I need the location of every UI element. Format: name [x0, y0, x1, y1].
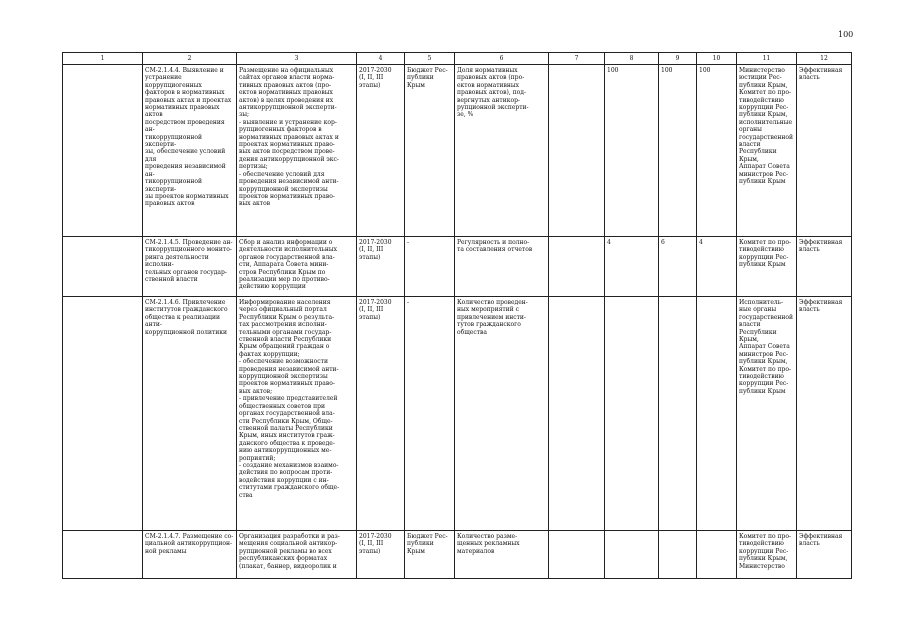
- table-cell: [605, 297, 659, 531]
- table-cell: 4: [605, 237, 659, 297]
- table-cell: 4: [697, 237, 737, 297]
- table-cell: [697, 297, 737, 531]
- table-cell: 2017-2030 (I, II, III этапы): [357, 531, 405, 579]
- table-cell: 100: [605, 65, 659, 237]
- table-cell: СМ-2.1.4.5. Проведение ан- тикоррупционного монито- ринга деятельности исполни- тельных органов государ- ственной власти: [143, 237, 237, 297]
- table-cell: [549, 65, 605, 237]
- table-header-row: [63, 53, 852, 65]
- column-header: 7: [549, 53, 605, 65]
- page-number: 100: [838, 30, 854, 39]
- table-cell: [63, 531, 143, 579]
- table-row: [63, 237, 852, 297]
- table-cell: Информирование населения через официальный портал Республики Крым о результа- тах рассмотрения исполни- тельными органами государ- ственной власти Республики Крым обращений граждан о фактах коррупции; - обеспечение возможности проведения независимой анти- коррупционной экспертизы проектов нормативных право- вых актов; - привлечение представителей общественных советов при органах государственной вла- сти Республики Крым, Обще- ственной палаты Республики Крым, иных институтов граж- данского общества к проведе- нию антикоррупционных ме- роприятий; - создание механизмов взаимо- действия по вопросам проти- водействия коррупции с ин- ститутами гражданского обще- ства: [237, 297, 357, 531]
- table-cell: Сбор и анализ информации о деятельности исполнительных органов государственной вла- сти, Аппарата Совета мини- стров Республики Крым по реализации мер по противо- действию коррупции: [237, 237, 357, 297]
- table-cell: Комитет по про- тиводействию коррупции Рес- публики Крым, Министерство: [737, 531, 797, 579]
- column-header: 3: [237, 53, 357, 65]
- table-cell: [63, 297, 143, 531]
- table-cell: [605, 531, 659, 579]
- table-cell: Бюджет Рес- публики Крым: [405, 531, 455, 579]
- column-header: 8: [605, 53, 659, 65]
- table-cell: Регулярность и полно- та составления отчетов: [455, 237, 549, 297]
- table-cell: Эффективная власть: [797, 531, 852, 579]
- column-header: 5: [405, 53, 455, 65]
- table-cell: Организация разработки и раз- мещения социальной антикор- рупционной рекламы во всех республиканских форматах (плакат, баннер, видеоролик и: [237, 531, 357, 579]
- table-cell: [659, 531, 697, 579]
- table-cell: Эффективная власть: [797, 297, 852, 531]
- table-cell: [63, 237, 143, 297]
- table-cell: Эффективная власть: [797, 237, 852, 297]
- column-header: 6: [455, 53, 549, 65]
- table-cell: СМ-2.1.4.7. Размещение со- циальной антикоррупцион- ной рекламы: [143, 531, 237, 579]
- table-cell: Комитет по про- тиводействию коррупции Рес- публики Крым: [737, 237, 797, 297]
- table-row: [63, 297, 852, 531]
- column-header: 10: [697, 53, 737, 65]
- table-cell: Бюджет Рес- публики Крым: [405, 65, 455, 237]
- column-header: 1: [63, 53, 143, 65]
- table-row: [63, 65, 852, 237]
- table-cell: 100: [697, 65, 737, 237]
- table-cell: -: [405, 237, 455, 297]
- table-cell: Доля нормативных правовых актов (про- ектов нормативных правовых актов), под- вергнутых антикор- рупционной эксперти- зе, %: [455, 65, 549, 237]
- table-cell: 2017-2030 (I, II, III этапы): [357, 65, 405, 237]
- table-cell: -: [405, 297, 455, 531]
- column-header: 4: [357, 53, 405, 65]
- table-cell: [549, 531, 605, 579]
- column-header: 12: [797, 53, 852, 65]
- table-cell: Исполнитель- ные органы государственной власти Республики Крым, Аппарат Совета министров Рес- публики Крым, Комитет по про- тиводействию коррупции Рес- публики Крым: [737, 297, 797, 531]
- table-cell: Министерство юстиции Рес- публики Крым, Комитет по про- тиводействию коррупции Рес- публики Крым, исполнительные органы государственной власти Республики Крым, Аппарат Совета министров Рес- публики Крым: [737, 65, 797, 237]
- table-cell: [697, 531, 737, 579]
- table-row: [63, 531, 852, 579]
- column-header: 11: [737, 53, 797, 65]
- table-cell: [549, 297, 605, 531]
- table-cell: 2017-2030 (I, II, III этапы): [357, 297, 405, 531]
- table-cell: Количество разме- щенных рекламных материалов: [455, 531, 549, 579]
- table-cell: СМ-2.1.4.4. Выявление и устранение коррупциогенных факторов в нормативных правовых актах и проектах нормативных правовых актов посредством проведения ан- тикоррупционной эксперти- зы, обеспечение условий для проведения независимой ан- тикоррупционной эксперти- зы проектов нормативных правовых актов: [143, 65, 237, 237]
- table-cell: [549, 237, 605, 297]
- table-cell: 6: [659, 237, 697, 297]
- table-cell: 2017-2030 (I, II, III этапы): [357, 237, 405, 297]
- table-cell: Количество проведен- ных мероприятий с привлечением инсти- тутов гражданского общества: [455, 297, 549, 531]
- table-cell: Эффективная власть: [797, 65, 852, 237]
- table-cell: 100: [659, 65, 697, 237]
- table-cell: [63, 65, 143, 237]
- table-cell: СМ-2.1.4.6. Привлечение институтов гражданского общества к реализации анти- коррупционной политики: [143, 297, 237, 531]
- table-cell: [659, 297, 697, 531]
- table-cell: Размещение на официальных сайтах органов власти норма- тивных правовых актов (про- ектов нормативных правовых актов) в целях проведения их антикоррупционной эксперти- зы; - выявление и устранение кор- рупциогенных факторов в нормативных правовых актах и проектах нормативных право- вых актов посредством прове- дения антикоррупционной экс- пертизы; - обеспечение условий для проведения независимой анти- коррупционной экспертизы проектов нормативных право- вых актов: [237, 65, 357, 237]
- measures-table: [62, 52, 852, 579]
- column-header: 9: [659, 53, 697, 65]
- column-header: 2: [143, 53, 237, 65]
